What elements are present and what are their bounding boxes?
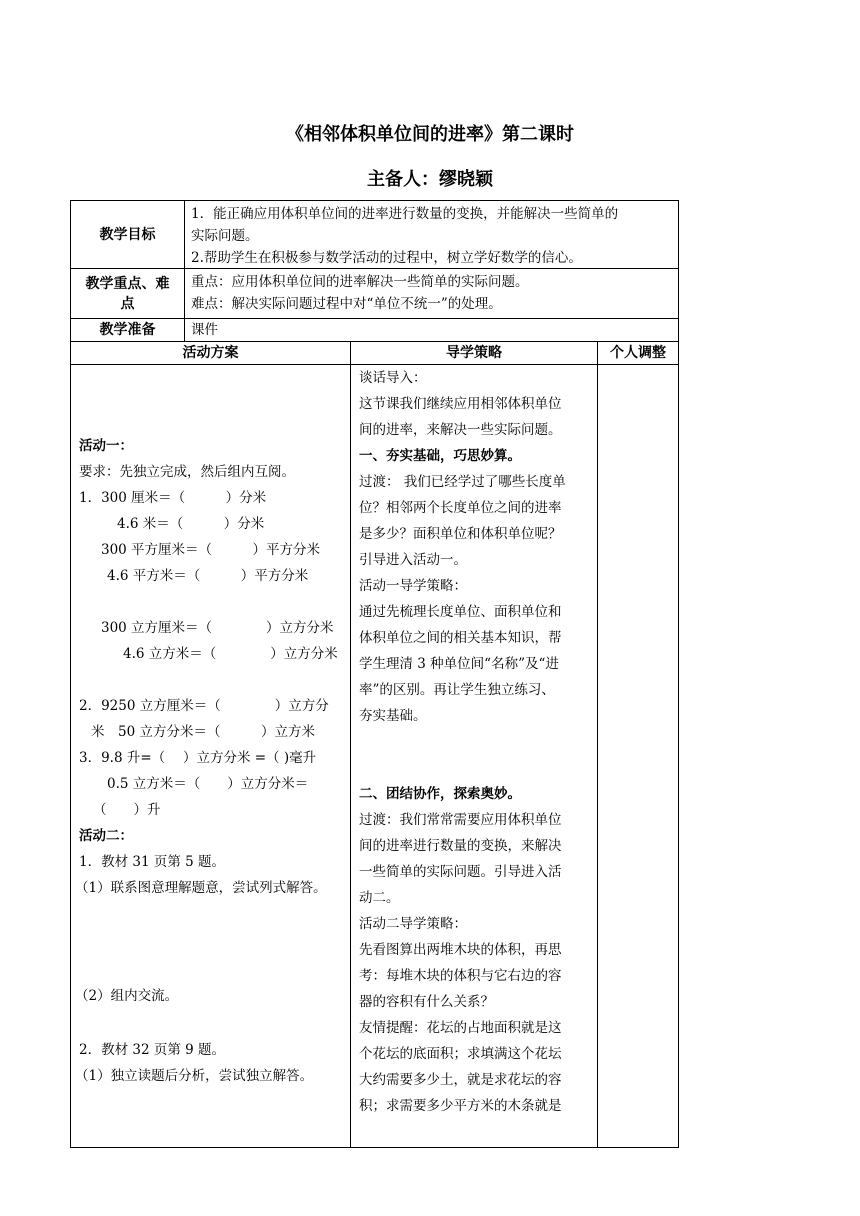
strategy-line: 通过先梳理长度单位、面积单位和 (359, 604, 562, 620)
header-strategy-label: 导学策略 (446, 345, 502, 361)
exercise-line: 4.6 立方米＝（ ）立方分米 (123, 646, 338, 662)
strategy-line: 大约需要多少土，就是求花坛的容 (359, 1072, 562, 1088)
strategy-heading: 一、夯实基础，巧思妙算。 (359, 448, 521, 464)
activity1-title: 活动一： (79, 438, 133, 454)
strategy-line: 间的进率，来解决一些实际问题。 (359, 422, 562, 438)
strategy-line: 一些简单的实际问题。引导进入活 (359, 864, 562, 880)
key-point-line: 重点：应用体积单位间的进率解决一些简单的实际问题。 (191, 274, 529, 290)
exercise-line: 0.5 立方米＝（ ）立方分米＝ (107, 776, 309, 792)
strategy-line: 引导进入活动一。 (359, 552, 467, 568)
exercise-line: 米 50 立方分米＝（ ）立方米 (91, 724, 315, 740)
activity2-task: 1．教材 31 页第 5 题。 (79, 854, 226, 870)
activity-cell (70, 364, 351, 1148)
strategy-line: 学生理清 3 种单位间“名称”及“进 (359, 656, 559, 672)
strategy-line: 活动一导学策略： (359, 578, 467, 594)
goals-line: 1．能正确应用体积单位间的进率进行数量的变换，并能解决一些简单的 (191, 206, 619, 222)
strategy-cell (350, 364, 598, 1148)
strategy-line: 间的进率进行数量的变换，来解决 (359, 838, 562, 854)
strategy-line: 位？相邻两个长度单位之间的进率 (359, 500, 562, 516)
strategy-heading: 二、团结协作，探索奥妙。 (359, 786, 521, 802)
prep-label-cell (70, 318, 185, 342)
goals-content-cell (184, 200, 679, 269)
exercise-line: 1．300 厘米＝（ ）分米 (79, 490, 267, 506)
strategy-line: 友情提醒：花坛的占地面积就是这 (359, 1020, 562, 1036)
strategy-line: 体积单位之间的相关基本知识，帮 (359, 630, 562, 646)
header-strategy (350, 341, 598, 365)
strategy-line: 个花坛的底面积；求填满这个花坛 (359, 1046, 562, 1062)
exercise-line: 4.6 米＝（ ）分米 (117, 516, 265, 532)
activity2-step: （1）联系图意理解题意，尝试列式解答。 (75, 880, 327, 896)
strategy-line: 器的容积有什么关系？ (359, 994, 494, 1010)
keypoints-label: 教学重点、难 (85, 275, 170, 292)
exercise-line: 300 平方厘米＝（ ）平方分米 (101, 542, 321, 558)
strategy-line: 活动二导学策略： (359, 916, 467, 932)
goals-line: 2.帮助学生在积极参与数学活动的过程中，树立学好数学的信心。 (191, 250, 582, 266)
strategy-line: 过渡：我们常常需要应用体积单位 (359, 812, 562, 828)
header-adjust-label: 个人调整 (610, 345, 666, 361)
strategy-line: 谈话导入： (359, 370, 427, 386)
exercise-line: 300 立方厘米＝（ ）立方分米 (101, 620, 334, 636)
keypoints-label: 点 (120, 295, 135, 312)
difficult-point-line: 难点：解决实际问题过程中对“单位不统一”的处理。 (191, 296, 502, 312)
strategy-line: 这节课我们继续应用相邻体积单位 (359, 396, 562, 412)
activity2-step: （1）独立读题后分析，尝试独立解答。 (75, 1068, 314, 1084)
header-activity (70, 341, 351, 365)
exercise-line: （ ）升 (93, 802, 161, 818)
activity1-requirement: 要求：先独立完成，然后组内互阅。 (79, 464, 295, 480)
strategy-line: 率”的区别。再让学生独立练习、 (359, 682, 555, 698)
prep-content-cell (184, 318, 679, 342)
strategy-line: 过渡： 我们已经学过了哪些长度单 (359, 474, 566, 490)
exercise-line: 4.6 平方米＝（ ）平方分米 (107, 568, 309, 584)
activity2-title: 活动二： (79, 828, 133, 844)
goals-label-cell (70, 200, 185, 269)
exercise-line: 3．9.8 升=（ ）立方分米 =（ )毫升 (79, 750, 317, 766)
author-line: 主备人：缪晓颖 (367, 169, 493, 190)
prep-label: 教学准备 (99, 322, 156, 338)
strategy-line: 是多少？面积单位和体积单位呢？ (359, 526, 562, 542)
goals-line: 实际问题。 (191, 228, 259, 244)
strategy-line: 夯实基础。 (359, 708, 427, 724)
strategy-line: 动二。 (359, 890, 400, 906)
strategy-line: 考：每堆木块的体积与它右边的容 (359, 968, 562, 984)
adjust-cell (597, 364, 679, 1148)
header-activity-label: 活动方案 (182, 345, 239, 361)
goals-label: 教学目标 (99, 226, 156, 243)
keypoints-content-cell (184, 268, 679, 319)
exercise-line: 2．9250 立方厘米＝（ ）立方分 (79, 698, 329, 714)
strategy-line: 积；求需要多少平方米的木条就是 (359, 1098, 562, 1114)
header-adjust (597, 341, 679, 365)
document-title: 《相邻体积单位间的进率》第二课时 (286, 124, 574, 145)
keypoints-label-cell (70, 268, 185, 319)
activity2-task: 2．教材 32 页第 9 题。 (79, 1042, 226, 1058)
prep-value: 课件 (191, 322, 218, 338)
strategy-line: 先看图算出两堆木块的体积，再思 (359, 942, 562, 958)
activity2-step: （2）组内交流。 (75, 988, 179, 1004)
